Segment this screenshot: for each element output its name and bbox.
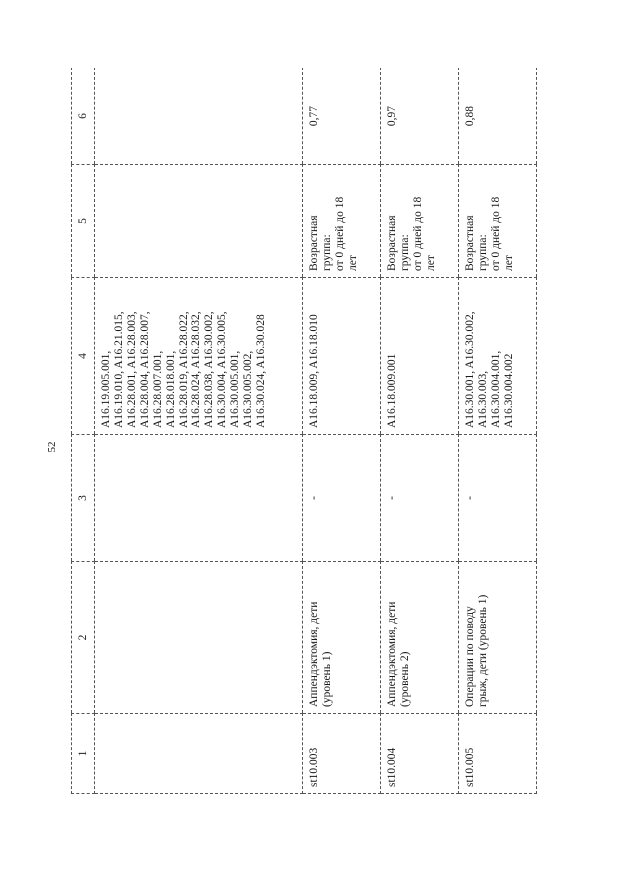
col3-cell: - <box>381 435 459 562</box>
cell-line: от 0 дней до 18 <box>412 196 425 271</box>
col3-cell: - <box>459 435 537 562</box>
cell-line: A16.19.010, A16.21.015, <box>113 311 126 428</box>
rotated-table <box>71 68 537 794</box>
header-cell: 3 <box>72 435 95 562</box>
cell-line: A16.28.024, A16.28.032, <box>190 311 203 428</box>
table-row <box>459 68 537 794</box>
ksg-name-cell <box>459 562 537 714</box>
cell-line: A16.18.009, A16.18.010 <box>308 314 321 428</box>
cell-line: (уровень 1) <box>321 651 334 707</box>
criteria-cell <box>95 165 303 278</box>
criteria-cell <box>381 165 459 278</box>
criteria-cell <box>303 165 381 278</box>
cell-line: A16.30.024, A16.30.028 <box>254 314 267 428</box>
ksg-code-cell <box>95 714 303 794</box>
cell-line: от 0 дней до 18 <box>489 196 502 271</box>
cell-line: A16.28.004, A16.28.007, <box>138 311 151 428</box>
table-frame <box>71 68 537 794</box>
coefficient-cell: 0,97 <box>381 68 459 165</box>
cell-line: лет <box>347 255 360 271</box>
coefficient-cell <box>95 68 303 165</box>
cell-line: A16.30.004, A16.30.005, <box>216 311 229 428</box>
cell-line: A16.18.009.001 <box>386 353 399 428</box>
table-header-row <box>72 68 95 794</box>
ksg-name-cell <box>381 562 459 714</box>
ksg-code-cell: st10.003 <box>303 714 381 794</box>
cell-line: лет <box>502 255 515 271</box>
cell-line: от 0 дней до 18 <box>334 196 347 271</box>
cell-line: A16.28.038, A16.30.002, <box>203 311 216 428</box>
ksg-code-cell: st10.005 <box>459 714 537 794</box>
ksg-name-cell <box>95 562 303 714</box>
table-row <box>303 68 381 794</box>
cell-line: группа: <box>399 234 412 271</box>
cell-line: группа: <box>477 234 490 271</box>
service-codes-cell <box>381 278 459 435</box>
cell-line: группа: <box>321 234 334 271</box>
service-codes-cell <box>95 278 303 435</box>
cell-line: A16.30.003, <box>477 370 490 428</box>
header-cell: 4 <box>72 278 95 435</box>
cell-line: Операции по поводу <box>464 606 477 707</box>
ksg-code-cell: st10.004 <box>381 714 459 794</box>
criteria-cell <box>459 165 537 278</box>
cell-line: A16.28.019, A16.28.022, <box>177 311 190 428</box>
cell-line: Возрастная <box>386 215 399 271</box>
cell-line: Аппендэктомия, дети <box>308 601 321 707</box>
cell-line: A16.19.005.001, <box>100 350 113 428</box>
header-cell: 6 <box>72 68 95 165</box>
header-cell: 5 <box>72 165 95 278</box>
cell-line: грыж, дети (уровень 1) <box>477 594 490 707</box>
ksg-name-cell <box>303 562 381 714</box>
service-codes-cell <box>303 278 381 435</box>
coefficient-cell: 0,77 <box>303 68 381 165</box>
cell-line: A16.28.001, A16.28.003, <box>126 311 138 428</box>
cell-line: A16.30.005.002, <box>241 350 254 428</box>
cell-line: Возрастная <box>308 215 321 271</box>
service-codes-cell <box>459 278 537 435</box>
cell-line: A16.30.005.001, <box>229 350 241 428</box>
tariff-table <box>71 68 537 794</box>
col3-cell <box>95 435 303 562</box>
cell-line: A16.30.001, A16.30.002, <box>464 311 477 428</box>
cell-line: A16.30.004.002 <box>502 353 515 428</box>
cell-line: A16.30.004.001, <box>489 350 502 428</box>
header-cell: 1 <box>72 714 95 794</box>
cell-line: Аппендэктомия, дети <box>386 601 399 707</box>
cell-line: лет <box>424 255 437 271</box>
cell-line: Возрастная <box>464 215 477 271</box>
table-row <box>381 68 459 794</box>
col3-cell: - <box>303 435 381 562</box>
page-number: 52 <box>46 441 58 453</box>
cell-line: (уровень 2) <box>399 651 412 707</box>
cell-line: A16.28.007.001, <box>151 350 164 428</box>
table-row <box>95 68 303 794</box>
coefficient-cell: 0,88 <box>459 68 537 165</box>
header-cell: 2 <box>72 562 95 714</box>
cell-line: A16.28.018.001, <box>164 350 177 428</box>
